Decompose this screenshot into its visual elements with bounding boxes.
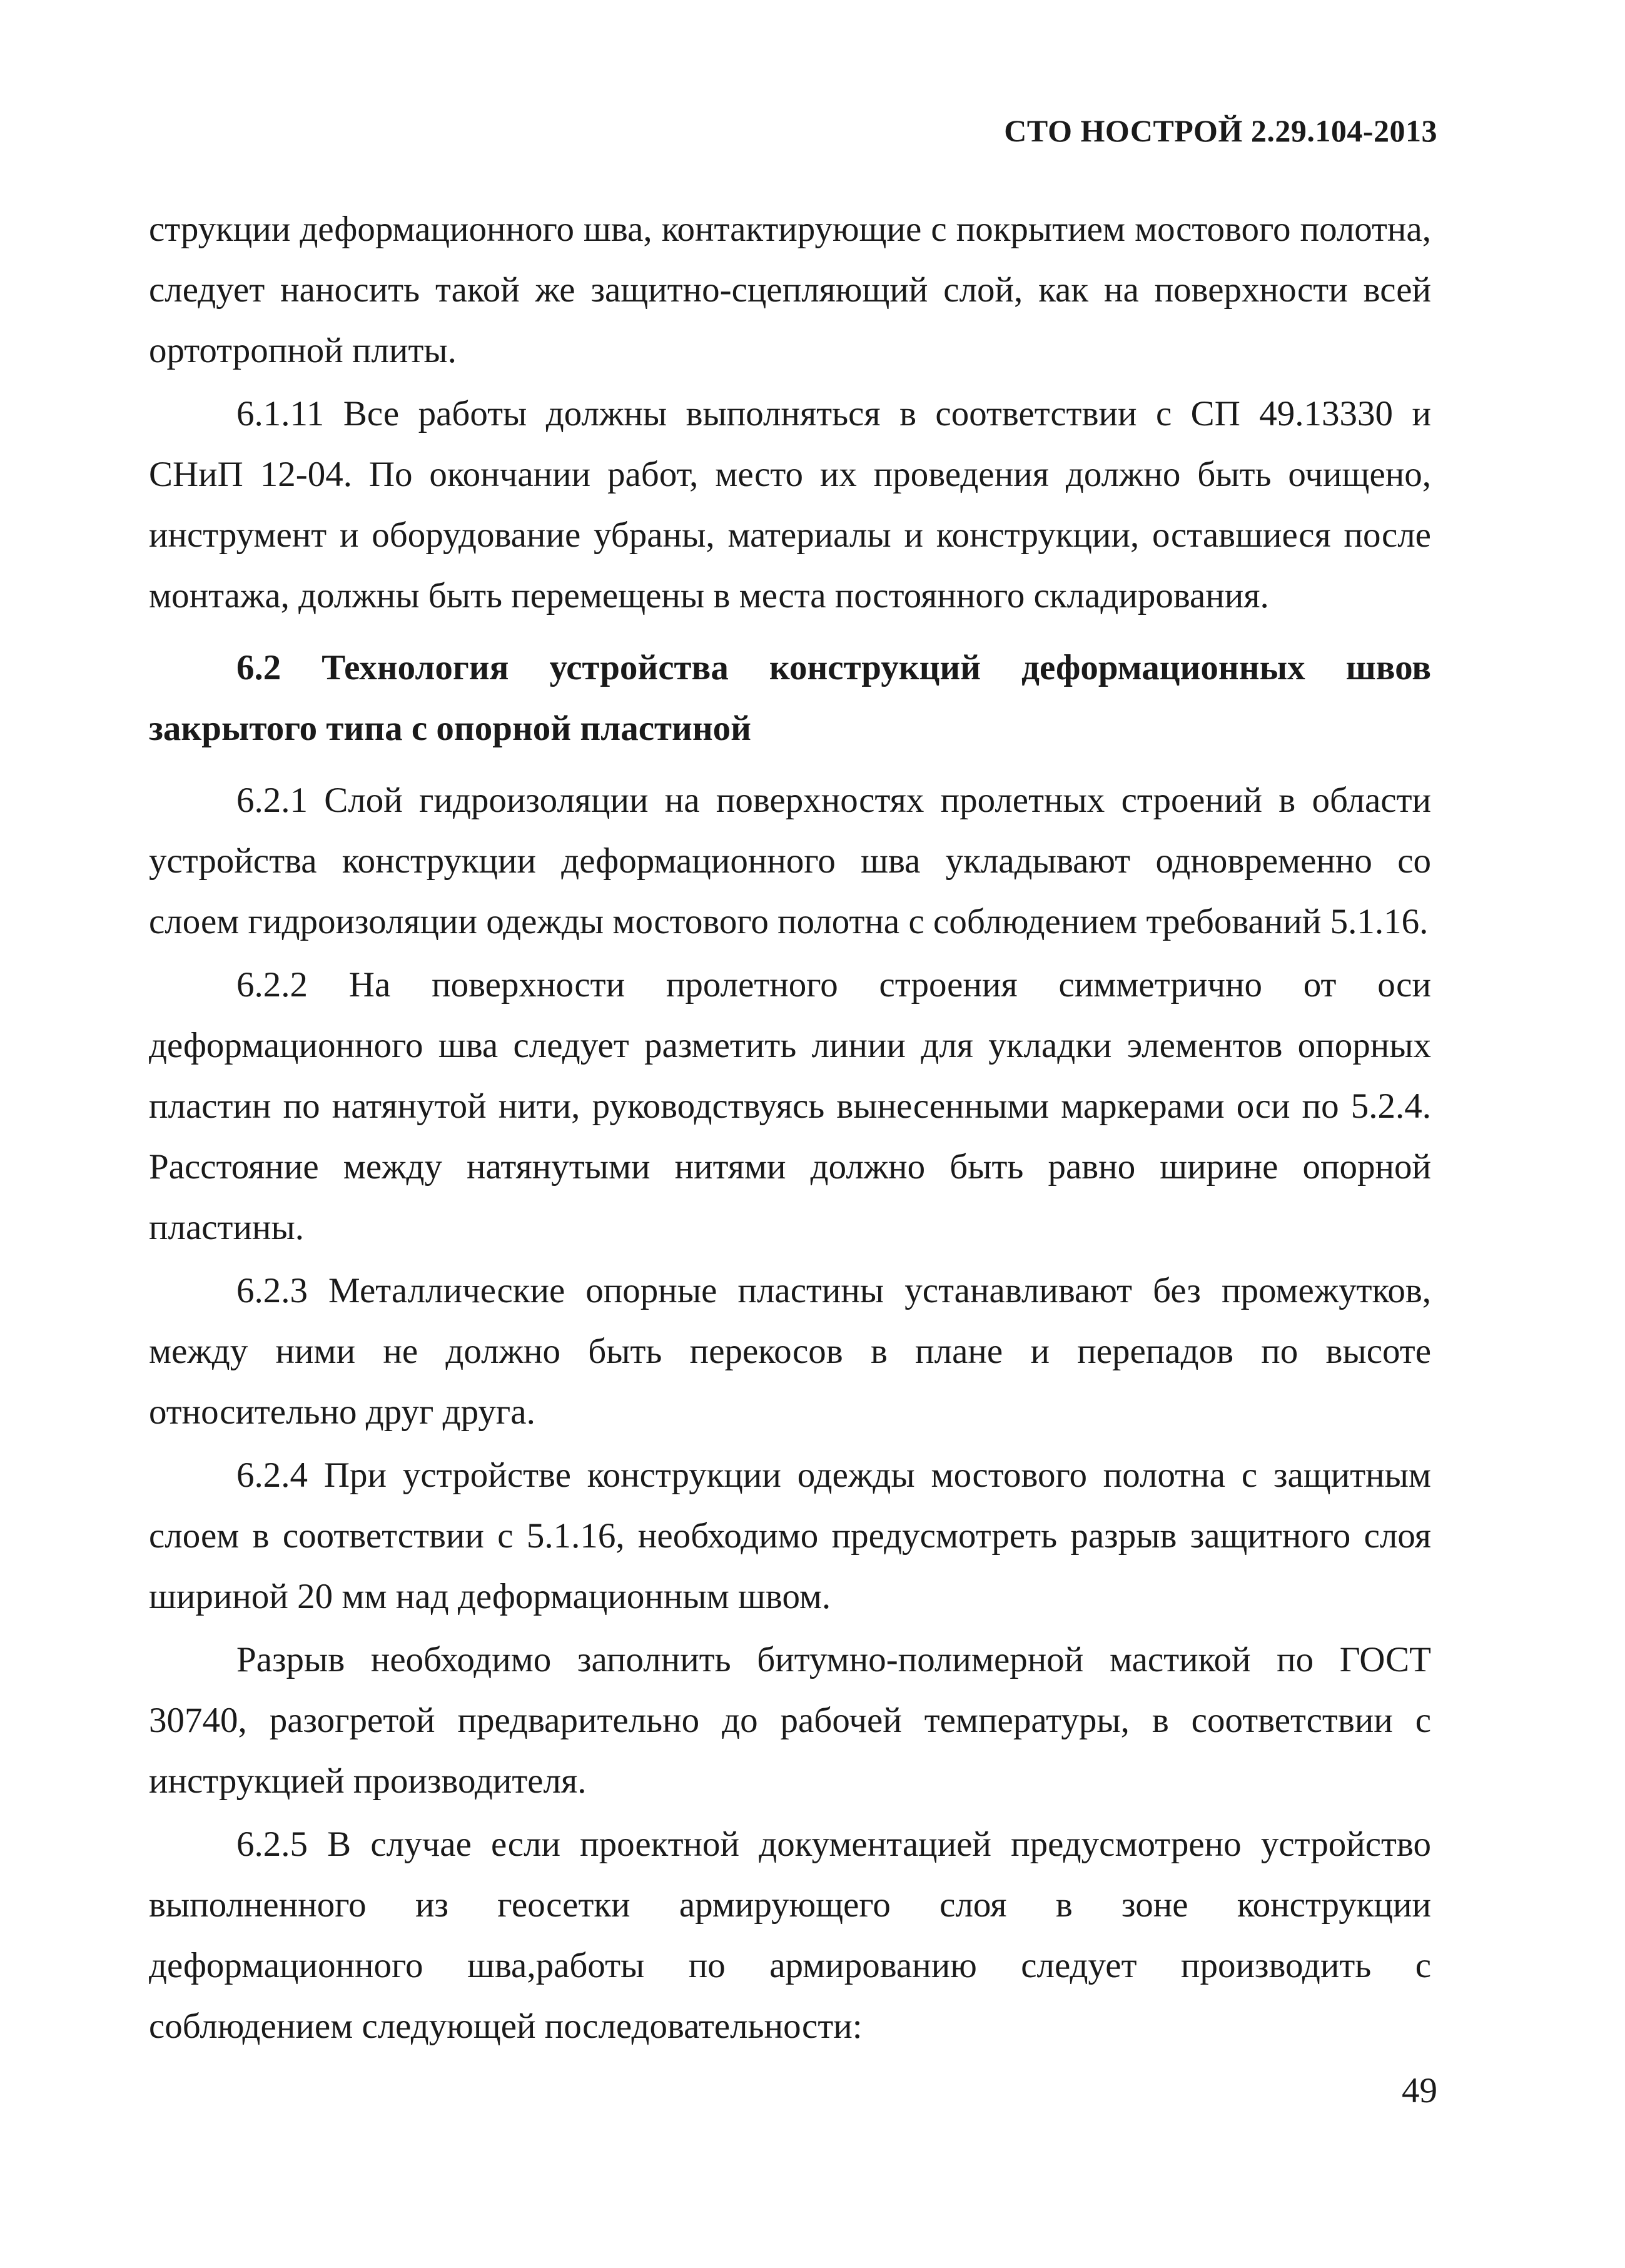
document-header-code: СТО НОСТРОЙ 2.29.104-2013 [1004, 113, 1437, 148]
section-heading-6-2: 6.2 Технология устройства конструкций деформационных швов закрытого типа с опорной пластиной [149, 648, 1431, 748]
paragraph-6-2-3: 6.2.3 Металлические опорные пластины устанавливают без промежутков, между ними не должно быть перекосов в плане и перепадов по высоте относительно друг друга. [149, 1271, 1431, 1432]
paragraph-6-1-11: 6.1.11 Все работы должны выполняться в соответствии с СП 49.13330 и СНиП 12-04. По окончании работ, место их проведения должно быть очищено, инструмент и оборудование убраны, материалы и конструкции, оставшиеся после монтажа, должны быть перемещены в места постоянного складирования. [149, 394, 1431, 615]
page-number: 49 [1402, 2071, 1437, 2110]
paragraph-6-2-1: 6.2.1 Слой гидроизоляции на поверхностях пролетных строений в области устройства конструкции деформационного шва укладывают одновременно со слоем гидроизоляции одежды мостового полотна с соблюдением требований 5.1.16. [149, 781, 1431, 941]
paragraph-6-2-2: 6.2.2 На поверхности пролетного строения симметрично от оси деформационного шва следует разметить линии для укладки элементов опорных пластин по натянутой нити, руководствуясь вынесенными маркерами оси по 5.2.4. Расстояние между натянутыми нитями должно быть равно ширине опорной пластины. [149, 965, 1431, 1247]
paragraph-6-2-5: 6.2.5 В случае если проектной документацией предусмотрено устройство выполненного из геосетки армирующего слоя в зоне конструкции деформационного шва,работы по армированию следует производить с соблюдением следующей последовательности: [149, 1825, 1431, 2046]
paragraph-6-2-4: 6.2.4 При устройстве конструкции одежды мостового полотна с защитным слоем в соответствии с 5.1.16, необходимо предусмотреть разрыв защитного слоя шириной 20 мм над деформационным швом. [149, 1455, 1431, 1616]
paragraph-continuation: струкции деформационного шва, контактирующие с покрытием мостового полотна, следует наносить такой же защитно-сцепляющий слой, как на поверхности всей ортотропной плиты. [149, 210, 1431, 370]
document-body [149, 199, 1431, 2057]
paragraph-gap-filling: Разрыв необходимо заполнить битумно-полимерной мастикой по ГОСТ 30740, разогретой предварительно до рабочей температуры, в соответствии с инструкцией производителя. [149, 1640, 1431, 1801]
